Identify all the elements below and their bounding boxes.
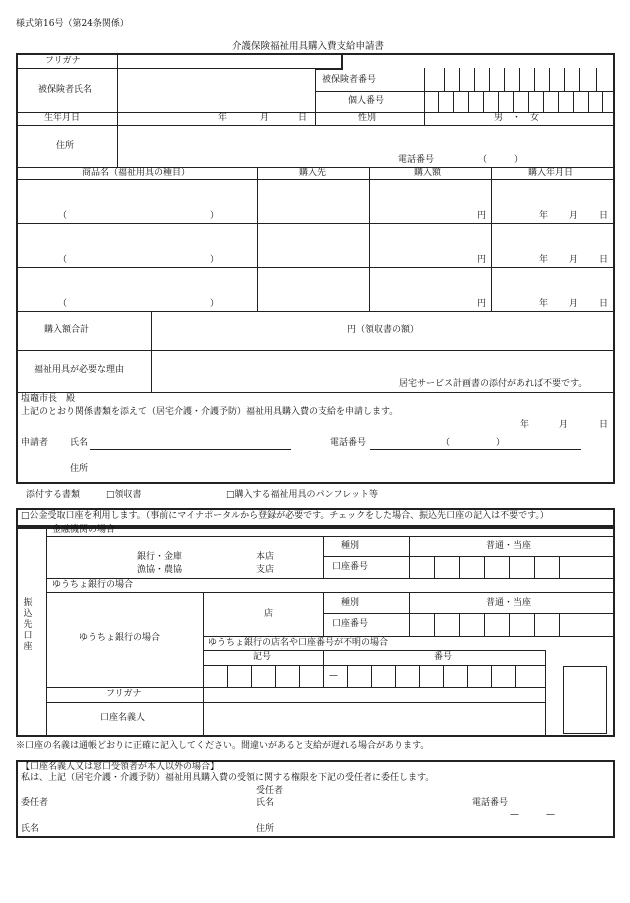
birth-month: 月 [260,113,270,123]
delegatee-phone-dashes: — — [510,810,556,820]
bango-label: 番号 [434,652,453,662]
holder-furigana-label: フリガナ [106,689,142,699]
application-statement: 上記のとおり関係書類を添えて（居宅介護・介護予防）福祉用具購入費の支給を申請します。 [21,407,399,417]
yucho-case-inner-label: ゆうちょ銀行の場合 [79,633,161,643]
item-row3-lparen: （ [58,299,68,309]
insured-number-input[interactable] [425,69,614,91]
item-row3-rparen: ） [210,299,220,309]
bank-account-no-label: 口座番号 [332,562,369,572]
bank-case-label: 金融機関の場合 [52,525,116,535]
delegation-title: 【口座名義人又は窓口受領者が本人以外の場合】 [21,762,220,772]
date-row3-year: 年 [539,299,549,309]
branch-main: 本店 [256,552,275,562]
receipt-checkbox[interactable]: □領収書 [106,490,142,500]
bank-kind-value[interactable]: 普通・当座 [486,541,532,551]
bank-kind-label: 種別 [341,541,360,551]
delegator-name-label: 氏名 [21,824,40,834]
delegatee-name-label: 氏名 [256,798,275,808]
date-row3-month: 月 [569,299,579,309]
date-row1-day: 日 [599,211,609,221]
seal-box [563,666,607,734]
col-amount-header: 購入額 [414,168,442,178]
delegatee-address-label: 住所 [256,824,275,834]
applicant-address-label: 住所 [70,464,89,474]
furigana-label: フリガナ [45,56,81,66]
apply-year: 年 [520,420,530,430]
yucho-store-label: 店 [264,609,274,619]
bank-kinds-1: 銀行・金庫 [137,552,183,562]
holder-name-label: 口座名義人 [100,713,146,723]
telephone-input[interactable]: （ ） [478,155,524,165]
insured-name-label: 被保険者氏名 [38,85,93,95]
birthdate-label: 生年月日 [44,113,81,123]
insured-number-label: 被保険者番号 [322,75,377,85]
transfer-account-label: 振込先口座 [23,598,33,652]
applicant-phone-rparen: ） [496,438,506,448]
personal-number-input[interactable] [425,92,614,112]
holder-furigana-input[interactable] [204,688,544,702]
sex-label: 性別 [358,113,377,123]
reason-note: 居宅サービス計画書の添付があれば不要です。 [399,379,588,389]
apply-day: 日 [599,420,609,430]
item-row1-rparen: ） [210,211,220,221]
applicant-phone-lparen: （ [441,438,451,448]
date-row2-month: 月 [569,255,579,265]
date-row1-year: 年 [539,211,549,221]
total-label: 購入額合計 [44,325,90,335]
pamphlet-checkbox[interactable]: □購入する福祉用具のパンフレット等 [226,490,379,500]
personal-number-label: 個人番号 [348,96,385,106]
date-row1-month: 月 [569,211,579,221]
col-item-header: 商品名（福祉用具の種目） [82,168,191,178]
applicant-label: 申請者 [21,438,49,448]
date-row2-year: 年 [539,255,549,265]
amount-row3-yen: 円 [477,299,487,309]
holder-note: ※口座の名義は通帳どおりに正確に記入してください。間違いがあると支給が遅れる場合があります。 [16,741,430,751]
date-row3-day: 日 [599,299,609,309]
applicant-phone-label: 電話番号 [330,438,367,448]
sex-options[interactable]: 男 ・ 女 [494,113,540,123]
holder-name-input[interactable] [204,703,544,735]
kigo-label: 記号 [253,652,272,662]
kigo-dash: — [329,671,338,681]
delegatee-phone-label: 電話番号 [472,798,509,808]
form-number: 様式第16号（第24条関係） [16,19,129,29]
birth-year: 年 [218,113,228,123]
applicant-name-label: 氏名 [70,438,89,448]
total-note: 円（領収書の額） [347,325,420,335]
apply-month: 月 [559,420,569,430]
applicant-phone-input[interactable] [370,449,581,450]
amount-row2-yen: 円 [477,255,487,265]
mayor-address: 塩竈市長 殿 [21,394,76,404]
col-date-header: 購入年月日 [528,168,574,178]
item-row2-rparen: ） [210,255,220,265]
delegation-text: 私は、上記（居宅介護・介護予防）福祉用具購入費の受領に関する権限を下記の受任者に委任します。 [21,773,435,783]
telephone-label: 電話番号 [398,155,435,165]
bank-kinds-2: 漁協・農協 [137,565,183,575]
applicant-name-input[interactable] [90,449,291,450]
address-input[interactable] [118,126,614,154]
item-row2-lparen: （ [58,255,68,265]
public-account-checkbox[interactable]: □公金受取口座を利用します。（事前にマイナポータルから登録が必要です。チェックをした場合、振込先口座の記入は不要です。） [21,511,549,521]
page-title: 介護保険福祉用具購入費支給申請書 [232,41,385,52]
insured-name-input[interactable] [118,69,315,112]
yucho-case-label: ゆうちょ銀行の場合 [52,580,134,590]
address-label: 住所 [56,141,75,151]
attachments-label: 添付する書類 [26,490,81,500]
amount-row1-yen: 円 [477,211,487,221]
date-row2-day: 日 [599,255,609,265]
delegator-label: 委任者 [21,798,49,808]
birth-day: 日 [298,113,308,123]
yucho-kind-value[interactable]: 普通・当座 [486,598,532,608]
yucho-kind-label: 種別 [341,598,360,608]
reason-label: 福祉用具が必要な理由 [34,365,125,375]
item-row1-lparen: （ [58,211,68,221]
furigana-input[interactable] [118,54,315,68]
yucho-unknown-label: ゆうちょ銀行の店名や口座番号が不明の場合 [208,638,389,648]
delegatee-label: 受任者 [256,786,284,796]
branch-sub: 支店 [256,565,275,575]
yucho-account-no-label: 口座番号 [332,619,369,629]
col-shop-header: 購入先 [299,168,327,178]
